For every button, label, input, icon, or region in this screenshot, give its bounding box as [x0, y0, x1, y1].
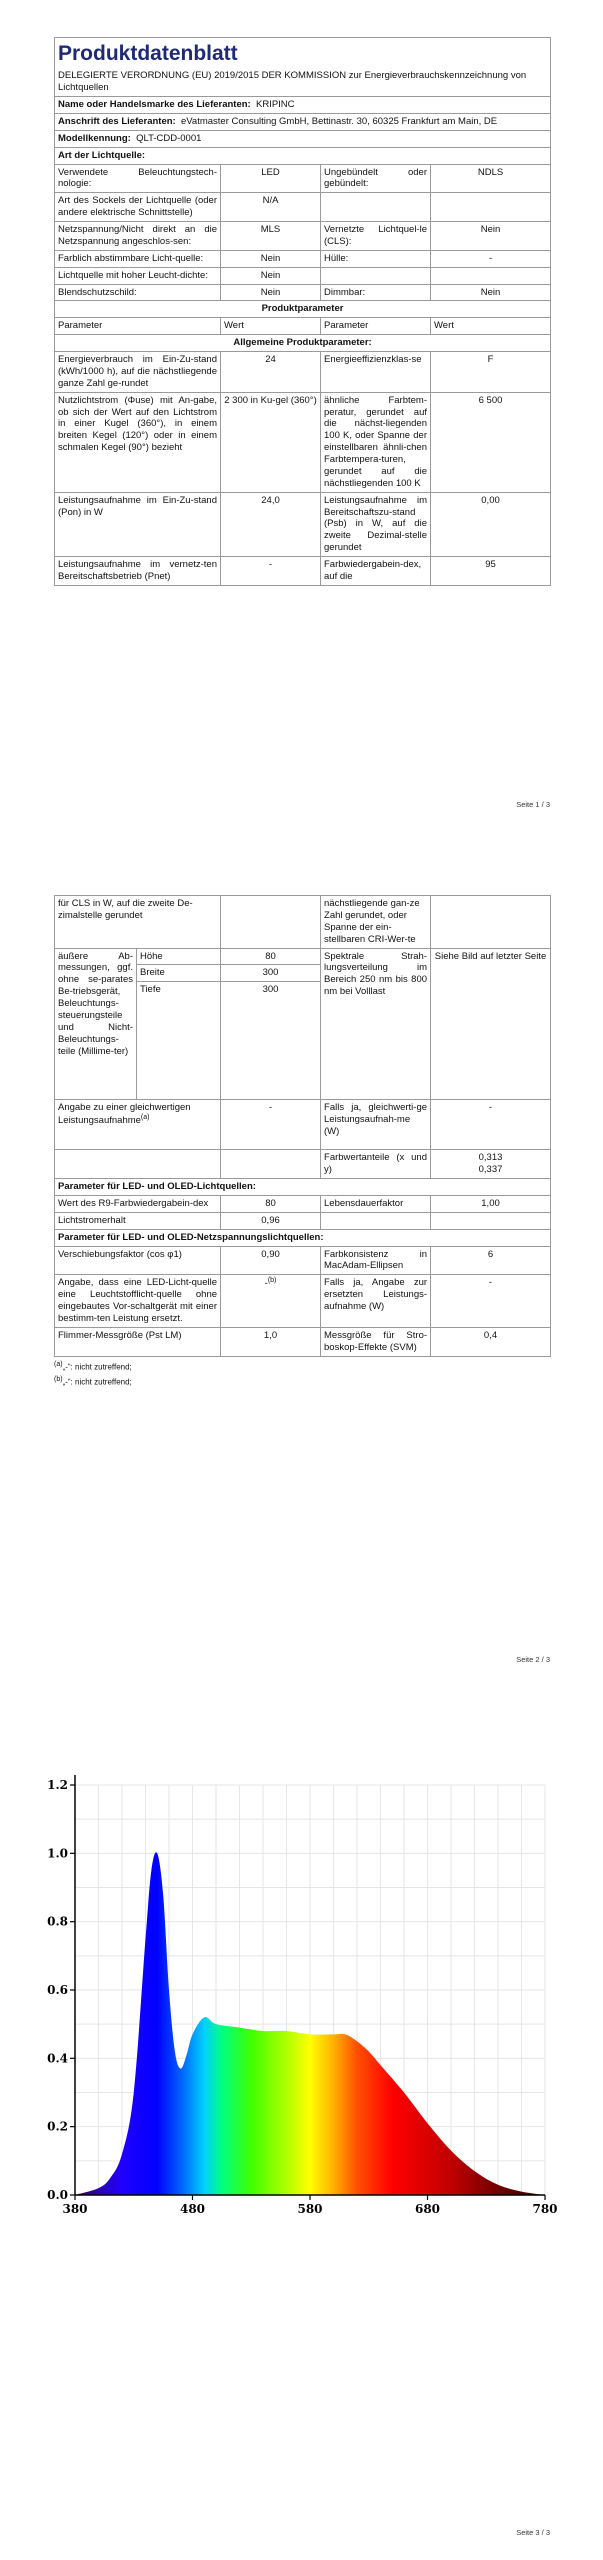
param-label: ähnliche Farbtem-peratur, gerundet auf die nächst-liegenden 100 K, oder Spanne der einstellbaren ähnli-chen Farbtempera-turen, gerundet auf die nächstliegenden 100 K [321, 392, 431, 492]
param-row [55, 896, 551, 949]
param-label: Verschiebungsfaktor (cos φ1) [55, 1246, 221, 1275]
address-label: Anschrift des Lieferanten: [58, 115, 176, 127]
model-row [55, 130, 551, 147]
param-value: - [431, 1100, 551, 1150]
datasheet-page-1 [54, 37, 550, 586]
param-value [221, 896, 321, 949]
param-label: Falls ja, Angabe zur ersetzten Leistungs-aufnahme (W) [321, 1275, 431, 1328]
equivalent-power-label [55, 1100, 221, 1150]
type-value: N/A [221, 193, 321, 222]
chromaticity-y: 0,337 [478, 1164, 503, 1176]
type-value: NDLS [431, 164, 551, 193]
param-value: 24 [221, 352, 321, 393]
address-row [55, 113, 551, 130]
param-label: Energieverbrauch im Ein-Zu-stand (kWh/1000 h), auf die nächstliegende ganze Zahl ge-rundet [55, 352, 221, 393]
param-label: nächstliegende gan-ze Zahl gerundet, oder Spanne der ein-stellbaren CRI-Wer-te [321, 896, 431, 949]
x-tick-label: 780 [532, 2202, 558, 2216]
footnote-mark: (a) [54, 1360, 63, 1368]
y-tick-label: 0.0 [47, 2188, 68, 2202]
page-1 [0, 0, 603, 820]
param-row [55, 1327, 551, 1356]
param-label: Nutzlichtstrom (Φuse) mit An-gabe, ob sich der Wert auf den Lichtstrom in einer Kugel (360°), in einem breiten Kegel (120°) oder in einem schmalen Kegel (90°) bezieht [55, 392, 221, 492]
dimension-value: 300 [221, 982, 321, 1100]
product-params-header: Produktparameter [55, 301, 551, 318]
param-row [55, 1246, 551, 1275]
param-value: 6 500 [431, 392, 551, 492]
type-label: Verwendete Beleuchtungstech-nologie: [55, 164, 221, 193]
param-value: 24,0 [221, 492, 321, 556]
column-header-row [55, 318, 551, 335]
param-row [55, 1212, 551, 1229]
type-header: Art der Lichtquelle: [55, 147, 551, 164]
type-label: Farblich abstimmbare Licht-quelle: [55, 250, 221, 267]
footnote-mark: (b) [267, 1277, 277, 1285]
param-value [431, 896, 551, 949]
param-value [221, 1275, 321, 1328]
type-label [321, 193, 431, 222]
page-number: Seite 1 / 3 [516, 800, 550, 809]
type-value: Nein [221, 250, 321, 267]
type-label: Art des Sockels der Lichtquelle (oder andere elektrische Schnittstelle) [55, 193, 221, 222]
led-params-header: Parameter für LED- und OLED-Lichtquellen: [55, 1179, 551, 1196]
dimension-name: Höhe [137, 948, 221, 965]
param-value: 0,90 [221, 1246, 321, 1275]
type-label: Lichtquelle mit hoher Leucht-dichte: [55, 267, 221, 284]
type-value: Nein [431, 284, 551, 301]
type-value: Nein [221, 284, 321, 301]
dimension-value: 300 [221, 965, 321, 982]
y-tick-label: 0.2 [47, 2119, 68, 2134]
chromaticity-label: Farbwertanteile (x und y) [321, 1150, 431, 1179]
type-row [55, 222, 551, 251]
param-value: 0,96 [221, 1212, 321, 1229]
param-label: Energieeffizienzklas-se [321, 352, 431, 393]
mains-params-header: Parameter für LED- und OLED-Netzspannungslichtquellen: [55, 1229, 551, 1246]
spectral-label: Spektrale Strah-lungsverteilung im Bereich 250 nm bis 800 nm bei Volllast [321, 948, 431, 1100]
model-label: Modellkennung: [58, 132, 131, 144]
param-row [55, 1195, 551, 1212]
footnote-a [54, 1361, 550, 1373]
param-value: F [431, 352, 551, 393]
y-tick-label: 0.4 [47, 2051, 68, 2066]
equivalent-power-text: Angabe zu einer gleichwertigen Leistungsaufnahme [58, 1102, 191, 1127]
dimension-name: Breite [137, 965, 221, 982]
type-value: MLS [221, 222, 321, 251]
param-row [55, 1100, 551, 1150]
param-value: 2 300 in Ku-gel (360°) [221, 392, 321, 492]
param-value: 80 [221, 1195, 321, 1212]
type-row [55, 284, 551, 301]
param-label: Flimmer-Messgröße (Pst LM) [55, 1327, 221, 1356]
param-value: - [221, 1100, 321, 1150]
page-2 [0, 860, 603, 1680]
page-number: Seite 3 / 3 [516, 2528, 550, 2537]
param-value: 1,00 [431, 1195, 551, 1212]
type-row [55, 164, 551, 193]
param-row [55, 1150, 551, 1179]
footnote-text: „-“: nicht zutreffend; [62, 1362, 132, 1372]
datasheet-table-1 [54, 37, 551, 586]
param-row [55, 392, 551, 492]
page-3 [0, 1720, 603, 2560]
y-tick-label: 1.2 [47, 1778, 68, 1792]
param-value: 1,0 [221, 1327, 321, 1356]
param-label: Messgröße für Stro-boskop-Effekte (SVM) [321, 1327, 431, 1356]
type-label: Vernetzte Lichtquel-le (CLS): [321, 222, 431, 251]
param-row [55, 557, 551, 586]
datasheet-page-2 [54, 895, 550, 1388]
regulation-text: DELEGIERTE VERORDNUNG (EU) 2019/2015 DER KOMMISSION zur Energieverbrauchskennzeichnung von Lichtquellen [55, 68, 551, 96]
param-value [221, 1150, 321, 1179]
param-label: für CLS in W, auf die zweite De-zimalstelle gerundet [55, 896, 221, 949]
param-label: Wert des R9-Farbwiedergabein-dex [55, 1195, 221, 1212]
type-value: Nein [431, 222, 551, 251]
model-value: QLT-CDD-0001 [136, 132, 202, 144]
param-value: - [221, 557, 321, 586]
supplier-label: Name oder Handelsmarke des Lieferanten: [58, 99, 251, 110]
type-row [55, 193, 551, 222]
footnote-b [54, 1376, 550, 1388]
y-tick-label: 0.6 [47, 1983, 68, 1997]
chromaticity-x: 0,313 [478, 1152, 503, 1164]
type-label: Blendschutzschild: [55, 284, 221, 301]
type-label: Netzspannung/Nicht direkt an die Netzspannung angeschlos-sen: [55, 222, 221, 251]
type-label: Dimmbar: [321, 284, 431, 301]
x-tick-label: 580 [297, 2202, 323, 2216]
param-row [55, 492, 551, 556]
x-tick-label: 680 [414, 2202, 441, 2216]
footnote-text: „-“: nicht zutreffend; [62, 1377, 132, 1387]
param-label: Leistungsaufnahme im Ein-Zu-stand (Pon) in W [55, 492, 221, 556]
spectrum-chart [40, 1755, 560, 2285]
type-value: Nein [221, 267, 321, 284]
type-row [55, 250, 551, 267]
general-params-header: Allgemeine Produktparameter: [55, 335, 551, 352]
y-tick-label: 0.8 [47, 1914, 68, 1929]
y-tick-label: 1.0 [47, 1846, 68, 1861]
param-value: 0,4 [431, 1327, 551, 1356]
param-label: Lebensdauerfaktor [321, 1195, 431, 1212]
dimension-value: 80 [221, 948, 321, 965]
column-header: Parameter [55, 318, 221, 335]
param-label [55, 1150, 221, 1179]
spectrum-chart-svg [40, 1755, 560, 2285]
type-label [321, 267, 431, 284]
chromaticity-value [431, 1150, 551, 1179]
datasheet-table-2 [54, 895, 551, 1357]
param-value: 6 [431, 1246, 551, 1275]
supplier-row [55, 97, 551, 114]
spectral-value: Siehe Bild auf letzter Seite [431, 948, 551, 1100]
replace-value: - [264, 1278, 268, 1290]
type-value [431, 267, 551, 284]
param-row [55, 352, 551, 393]
param-value: 95 [431, 557, 551, 586]
param-value: 0,00 [431, 492, 551, 556]
x-tick-label: 480 [179, 2202, 206, 2216]
type-value [431, 193, 551, 222]
param-label: Lichtstromerhalt [55, 1212, 221, 1229]
param-label: Farbkonsistenz in MacAdam-Ellipsen [321, 1246, 431, 1275]
param-label: Leistungsaufnahme im Bereitschaftszu-stand (Psb) in W, auf die zweite Dezimal-stelle gerundet [321, 492, 431, 556]
dimension-name: Tiefe [137, 982, 221, 1100]
page-number: Seite 2 / 3 [516, 1655, 550, 1664]
param-label [321, 1212, 431, 1229]
type-label: Hülle: [321, 250, 431, 267]
page-title: Produktdatenblatt [55, 38, 551, 69]
address-value: eVatmaster Consulting GmbH, Bettinastr. 30, 60325 Frankfurt am Main, DE [181, 115, 498, 127]
type-value: LED [221, 164, 321, 193]
footnote-mark: (a) [140, 1114, 150, 1122]
param-label: Leistungsaufnahme im vernetz-ten Bereitschaftsbetrieb (Pnet) [55, 557, 221, 586]
dimension-row [55, 948, 551, 965]
param-label: Angabe, dass eine LED-Licht-quelle eine Leuchtstofflicht-quelle ohne eingebautes Vor-schaltgerät mit einer bestimm-ten Leistung ersetzt. [55, 1275, 221, 1328]
type-label: Ungebündelt oder gebündelt: [321, 164, 431, 193]
type-row [55, 267, 551, 284]
x-tick-label: 380 [62, 2202, 88, 2216]
footnote-mark: (b) [54, 1376, 63, 1384]
column-header: Parameter [321, 318, 431, 335]
column-header: Wert [221, 318, 321, 335]
dimensions-label: äußere Ab-messungen, ggf. ohne se-parates Be-triebsgerät, Beleuchtungs-steuerungsteile und Nicht-Beleuchtungs-teile (Millime-ter) [55, 948, 137, 1100]
param-value [431, 1212, 551, 1229]
param-label: Farbwiedergabein-dex, auf die [321, 557, 431, 586]
param-value: - [431, 1275, 551, 1328]
column-header: Wert [431, 318, 551, 335]
param-row [55, 1275, 551, 1328]
type-value: - [431, 250, 551, 267]
supplier-value: KRIPINC [256, 99, 295, 110]
param-label: Falls ja, gleichwerti-ge Leistungsaufnah-me (W) [321, 1100, 431, 1150]
